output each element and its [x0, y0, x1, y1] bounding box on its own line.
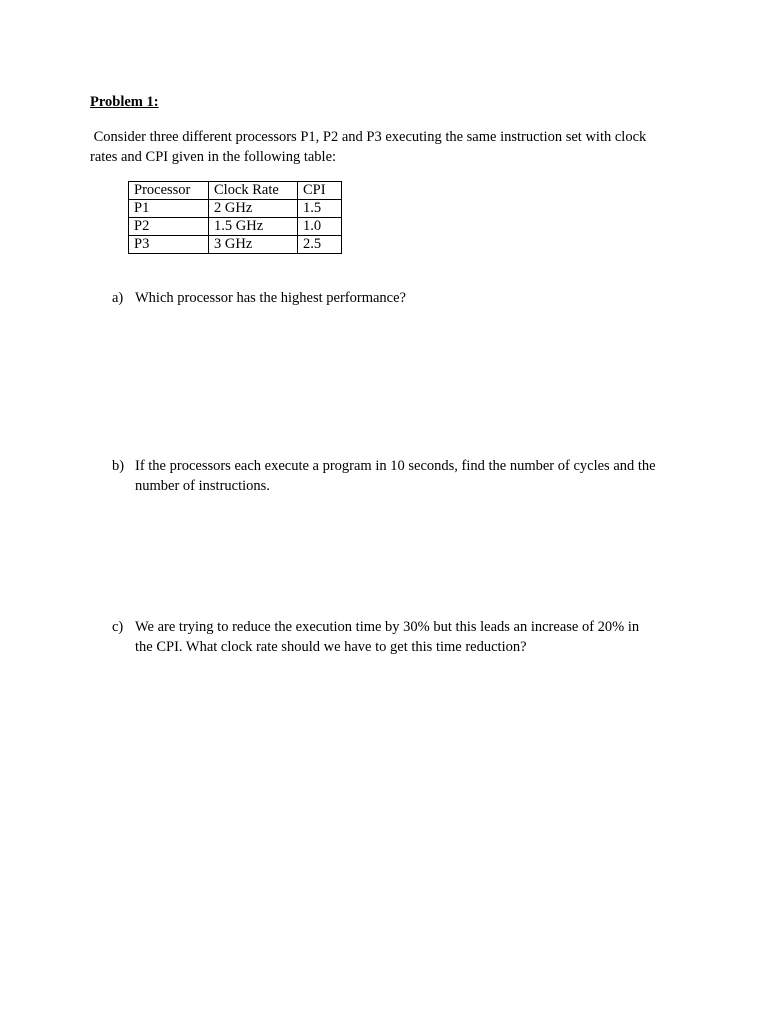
table-cell: 1.5 [298, 200, 342, 218]
problem-intro [90, 127, 690, 167]
question-a [112, 288, 702, 308]
table-cell: P2 [129, 218, 209, 236]
table-row [129, 218, 342, 236]
question-marker: c) [112, 619, 124, 635]
intro-line: Consider three different processors P1, P2 and P3 executing the same instruction set with clock [90, 129, 647, 145]
processor-table [128, 181, 342, 254]
header-clock-rate: Clock Rate [209, 182, 298, 200]
table-cell: 3 GHz [209, 236, 298, 254]
table-cell: P1 [129, 200, 209, 218]
problem-title: Problem 1: [90, 94, 159, 110]
question-c [112, 617, 702, 657]
header-cpi: CPI [298, 182, 342, 200]
question-b [112, 456, 702, 496]
table-cell: P3 [129, 236, 209, 254]
question-marker: b) [112, 458, 125, 474]
question-line: If the processors each execute a program in 10 seconds, find the number of cycles and the [135, 458, 656, 474]
question-text [135, 288, 702, 308]
table-cell: 2 GHz [209, 200, 298, 218]
question-line: the CPI. What clock rate should we have to get this time reduction? [135, 639, 527, 655]
intro-line: rates and CPI given in the following table: [90, 149, 337, 165]
table-header-row [129, 182, 342, 200]
question-marker: a) [112, 290, 124, 306]
question-text [135, 456, 702, 496]
table-cell: 1.0 [298, 218, 342, 236]
table-cell: 1.5 GHz [209, 218, 298, 236]
question-line: number of instructions. [135, 478, 270, 494]
question-line: We are trying to reduce the execution time by 30% but this leads an increase of 20% in [135, 619, 640, 635]
table-cell: 2.5 [298, 236, 342, 254]
question-line: Which processor has the highest performance? [135, 290, 406, 306]
question-text [135, 617, 702, 657]
table-row [129, 200, 342, 218]
header-processor: Processor [129, 182, 209, 200]
table-row [129, 236, 342, 254]
